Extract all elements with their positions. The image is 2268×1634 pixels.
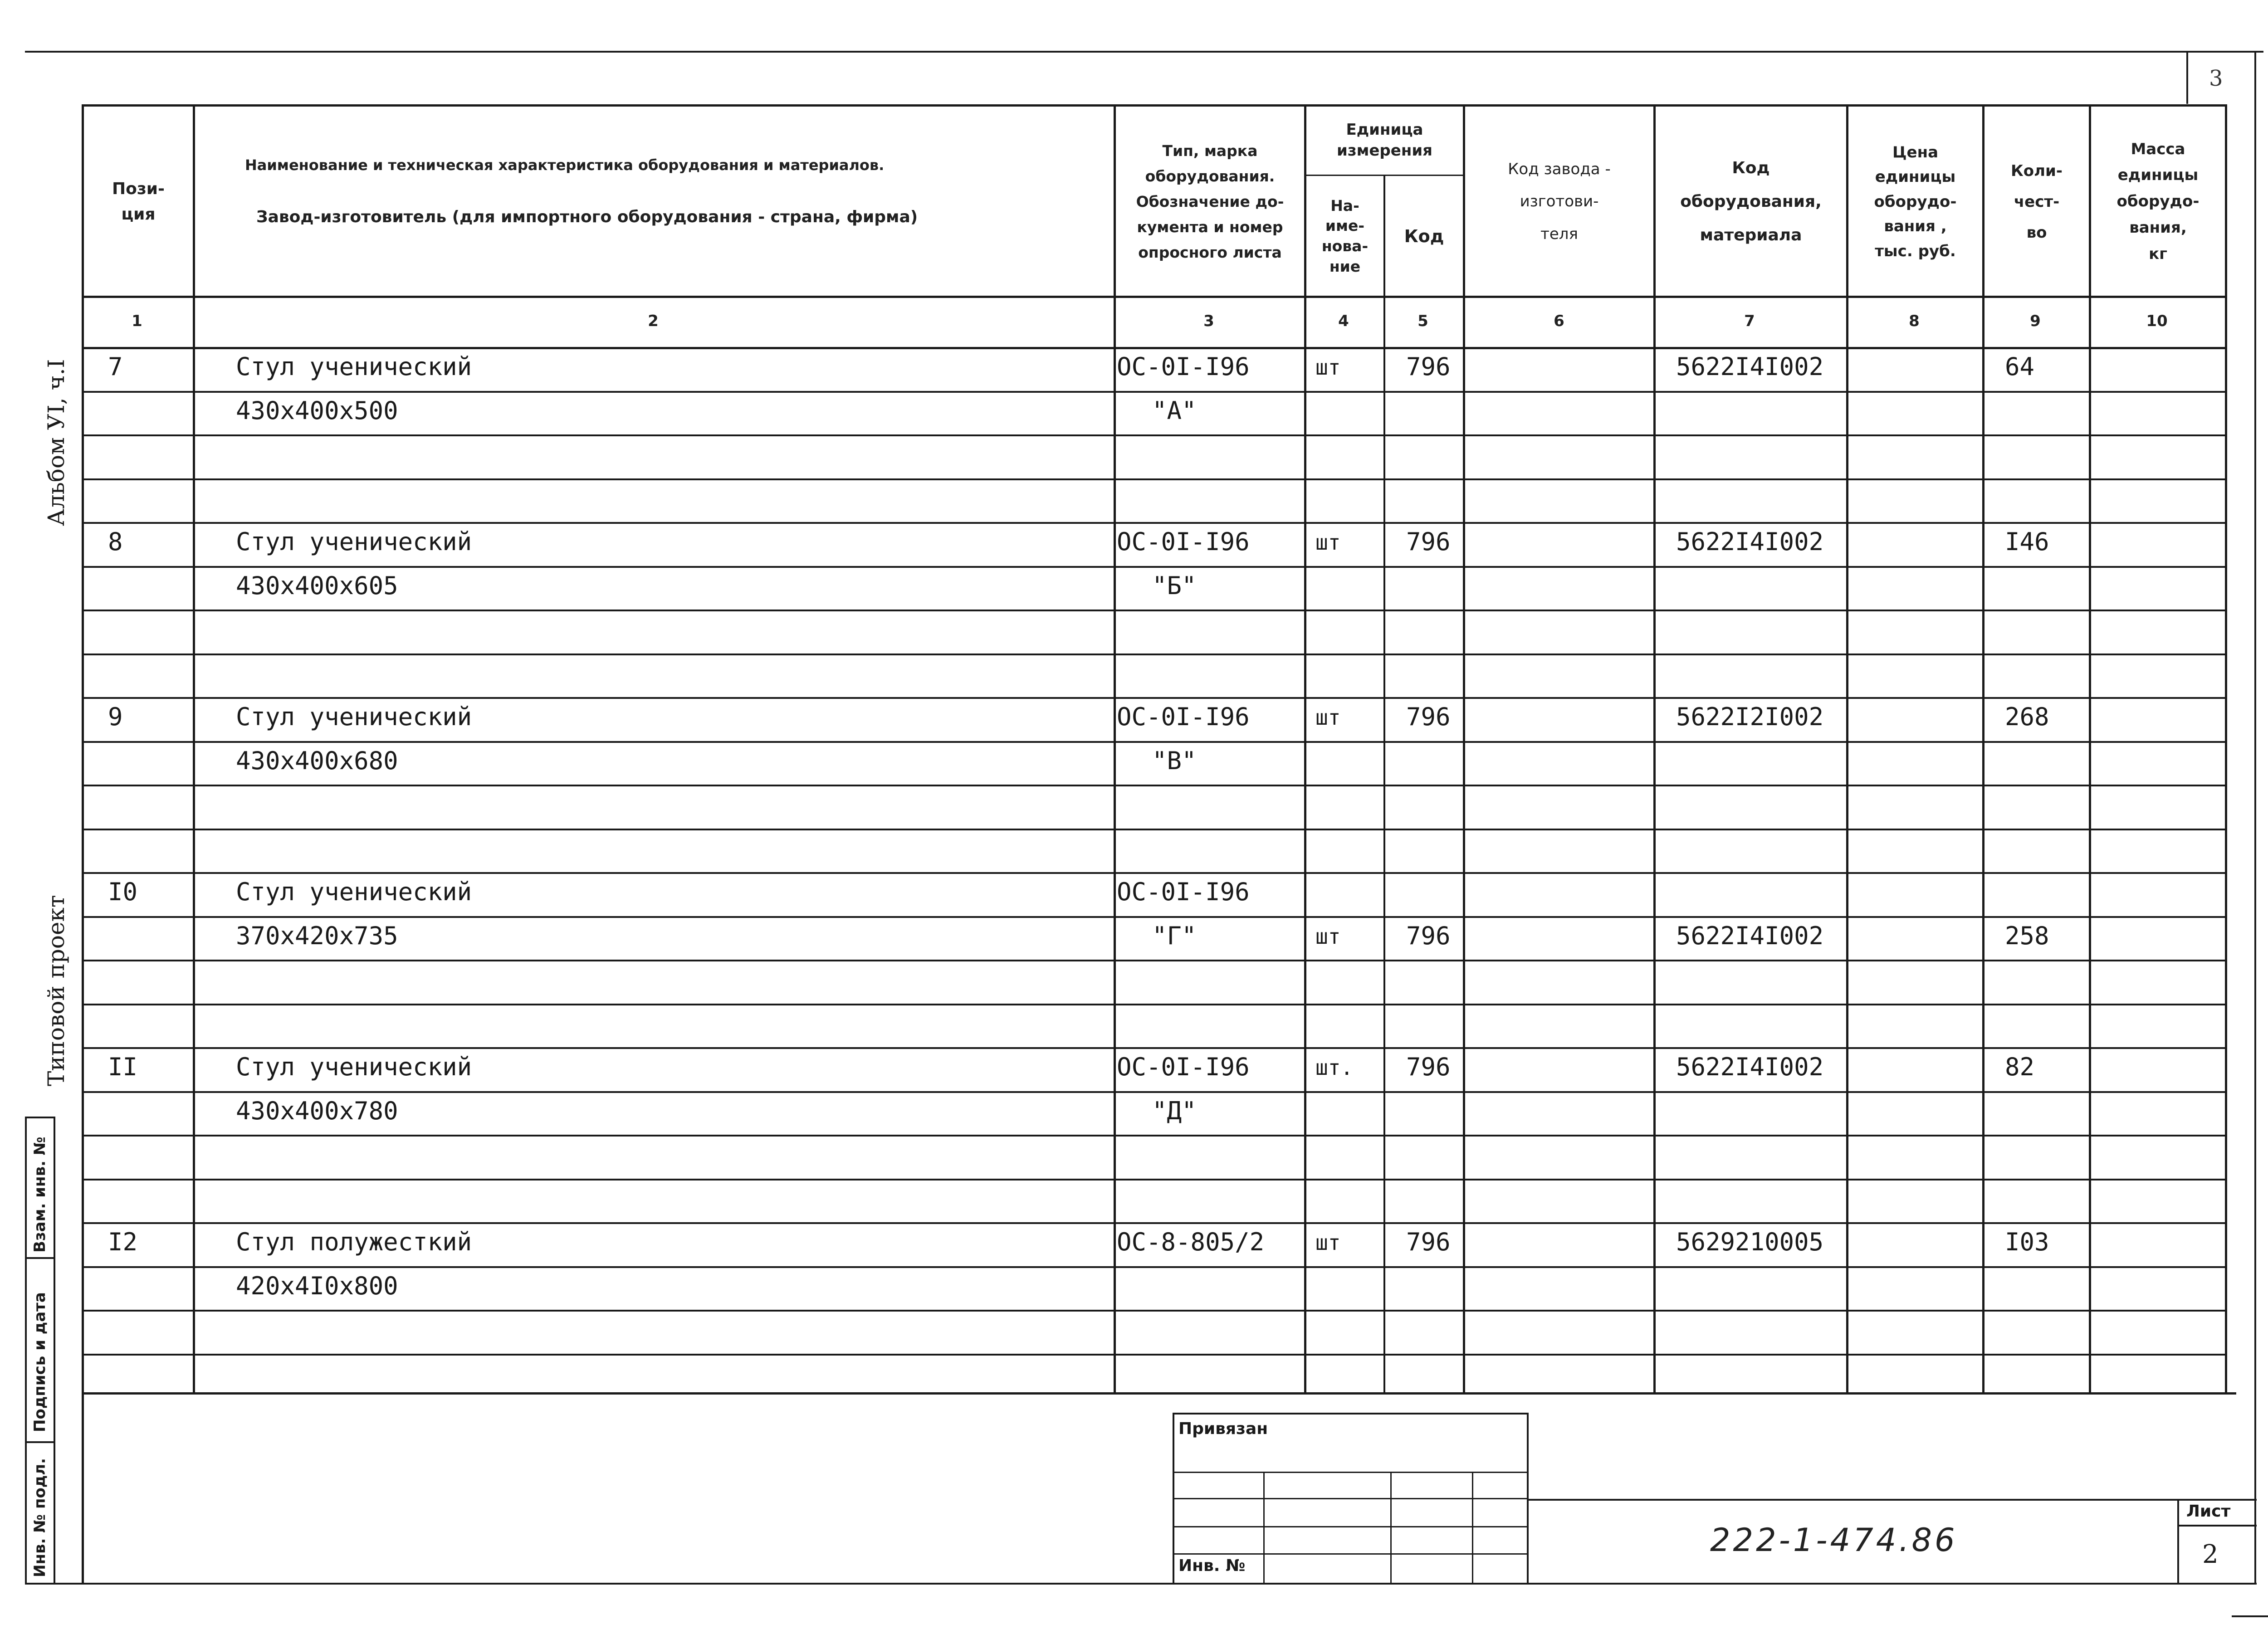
project-label: Типовой проект xyxy=(43,895,69,1086)
attached-label: Привязан xyxy=(1178,1419,1268,1438)
equipment-code-cell: 5622I4I002 xyxy=(1676,352,1824,381)
item-size-cell: 430х400х780 xyxy=(236,1096,398,1125)
mark-cell: "Б" xyxy=(1152,571,1197,600)
unit-cell: шт. xyxy=(1315,1055,1354,1080)
position-cell: II xyxy=(108,1053,138,1081)
document-cell: ОС-0I-I96 xyxy=(1117,878,1250,906)
header-unit: Единица измерения xyxy=(1337,121,1432,160)
column-number-1: 1 xyxy=(132,312,142,330)
position-cell: 8 xyxy=(108,527,123,556)
header-price: Цена единицы оборудо- вания , тыс. руб. xyxy=(1874,143,1957,260)
unit-code-cell: 796 xyxy=(1406,921,1451,950)
equipment-code-cell: 5622I4I002 xyxy=(1676,1053,1824,1081)
document-cell: ОС-0I-I96 xyxy=(1117,527,1250,556)
column-number-5: 5 xyxy=(1418,312,1428,330)
document-number: 222-1-474.86 xyxy=(1710,1522,1958,1559)
item-name-cell: Стул ученический xyxy=(236,527,472,556)
replace-inv-label: Взам. инв. № xyxy=(31,1136,49,1253)
item-name-cell: Стул ученический xyxy=(236,352,472,381)
header-equipment-code: Код оборудования, материала xyxy=(1680,159,1822,244)
equipment-code-cell: 5622I4I002 xyxy=(1676,527,1824,556)
unit-code-cell: 796 xyxy=(1406,527,1451,556)
sheet-label: Лист xyxy=(2186,1502,2231,1521)
header-name-line1: Наименование и техническая характеристика оборудования и материалов. xyxy=(245,156,885,174)
mark-cell: "А" xyxy=(1152,396,1197,425)
mark-cell: "Д" xyxy=(1152,1096,1197,1125)
mark-cell: "Г" xyxy=(1152,921,1197,950)
item-name-cell: Стул ученический xyxy=(236,1053,472,1081)
inv-orig-label: Инв. № подл. xyxy=(31,1458,49,1577)
equipment-code-cell: 5622I2I002 xyxy=(1676,702,1824,731)
document-cell: ОС-8-805/2 xyxy=(1117,1228,1265,1256)
column-number-3: 3 xyxy=(1203,312,1214,330)
item-name-cell: Стул полужесткий xyxy=(236,1228,472,1256)
unit-code-cell: 796 xyxy=(1406,1053,1451,1081)
equipment-code-cell: 5629210005 xyxy=(1676,1228,1824,1256)
equipment-code-cell: 5622I4I002 xyxy=(1676,921,1824,950)
sheet-number: 2 xyxy=(2202,1540,2219,1569)
position-cell: I2 xyxy=(108,1228,138,1256)
document-cell: ОС-0I-I96 xyxy=(1117,1053,1250,1081)
header-factory-code: Код завода - изготови- теля xyxy=(1508,160,1611,243)
column-number-2: 2 xyxy=(648,312,659,330)
quantity-cell: 268 xyxy=(2005,702,2049,731)
header-type: Тип, марка оборудования. Обозначение до- кумента и номер опросного листа xyxy=(1136,141,1284,262)
column-number-7: 7 xyxy=(1744,312,1755,330)
item-size-cell: 420х4I0х800 xyxy=(236,1271,398,1300)
item-size-cell: 430х400х605 xyxy=(236,571,398,600)
quantity-cell: 82 xyxy=(2005,1053,2035,1081)
quantity-cell: 64 xyxy=(2005,352,2035,381)
position-cell: I0 xyxy=(108,878,138,906)
column-number-4: 4 xyxy=(1338,312,1349,330)
sign-date-label: Подпись и дата xyxy=(31,1292,49,1432)
unit-cell: шт xyxy=(1315,355,1341,380)
column-number-10: 10 xyxy=(2146,312,2168,330)
item-name-cell: Стул ученический xyxy=(236,702,472,731)
inv-no-label: Инв. № xyxy=(1178,1556,1246,1575)
header-mass: Масса единицы оборудо- вания, кг xyxy=(2116,140,2200,263)
header-name-line2: Завод-изготовитель (для импортного оборудования - страна, фирма) xyxy=(256,208,918,226)
quantity-cell: I46 xyxy=(2005,527,2049,556)
unit-code-cell: 796 xyxy=(1406,1228,1451,1256)
item-size-cell: 430х400х500 xyxy=(236,396,398,425)
unit-cell: шт xyxy=(1315,530,1341,555)
album-label: Альбом УI, ч.I xyxy=(43,359,69,526)
item-size-cell: 430х400х680 xyxy=(236,746,398,775)
column-number-6: 6 xyxy=(1554,312,1564,330)
position-cell: 7 xyxy=(108,352,123,381)
mark-cell: "В" xyxy=(1152,746,1197,775)
document-cell: ОС-0I-I96 xyxy=(1117,352,1250,381)
unit-cell: шт xyxy=(1315,924,1341,949)
column-number-8: 8 xyxy=(1909,312,1920,330)
column-number-9: 9 xyxy=(2030,312,2041,330)
header-position: Пози- ция xyxy=(112,180,165,224)
unit-code-cell: 796 xyxy=(1406,702,1451,731)
unit-cell: шт xyxy=(1315,705,1341,730)
header-unit-code: Код xyxy=(1404,226,1444,246)
header-unit-name: На- име- нова- ние xyxy=(1321,196,1369,275)
unit-code-cell: 796 xyxy=(1406,352,1451,381)
unit-cell: шт xyxy=(1315,1230,1341,1255)
quantity-cell: I03 xyxy=(2005,1228,2049,1256)
quantity-cell: 258 xyxy=(2005,921,2049,950)
document-cell: ОС-0I-I96 xyxy=(1117,702,1250,731)
item-name-cell: Стул ученический xyxy=(236,878,472,906)
position-cell: 9 xyxy=(108,702,123,731)
sheet-corner-number: 3 xyxy=(2209,66,2223,91)
header-quantity: Коли- чест- во xyxy=(2011,162,2063,242)
item-size-cell: 370х420х735 xyxy=(236,921,398,950)
